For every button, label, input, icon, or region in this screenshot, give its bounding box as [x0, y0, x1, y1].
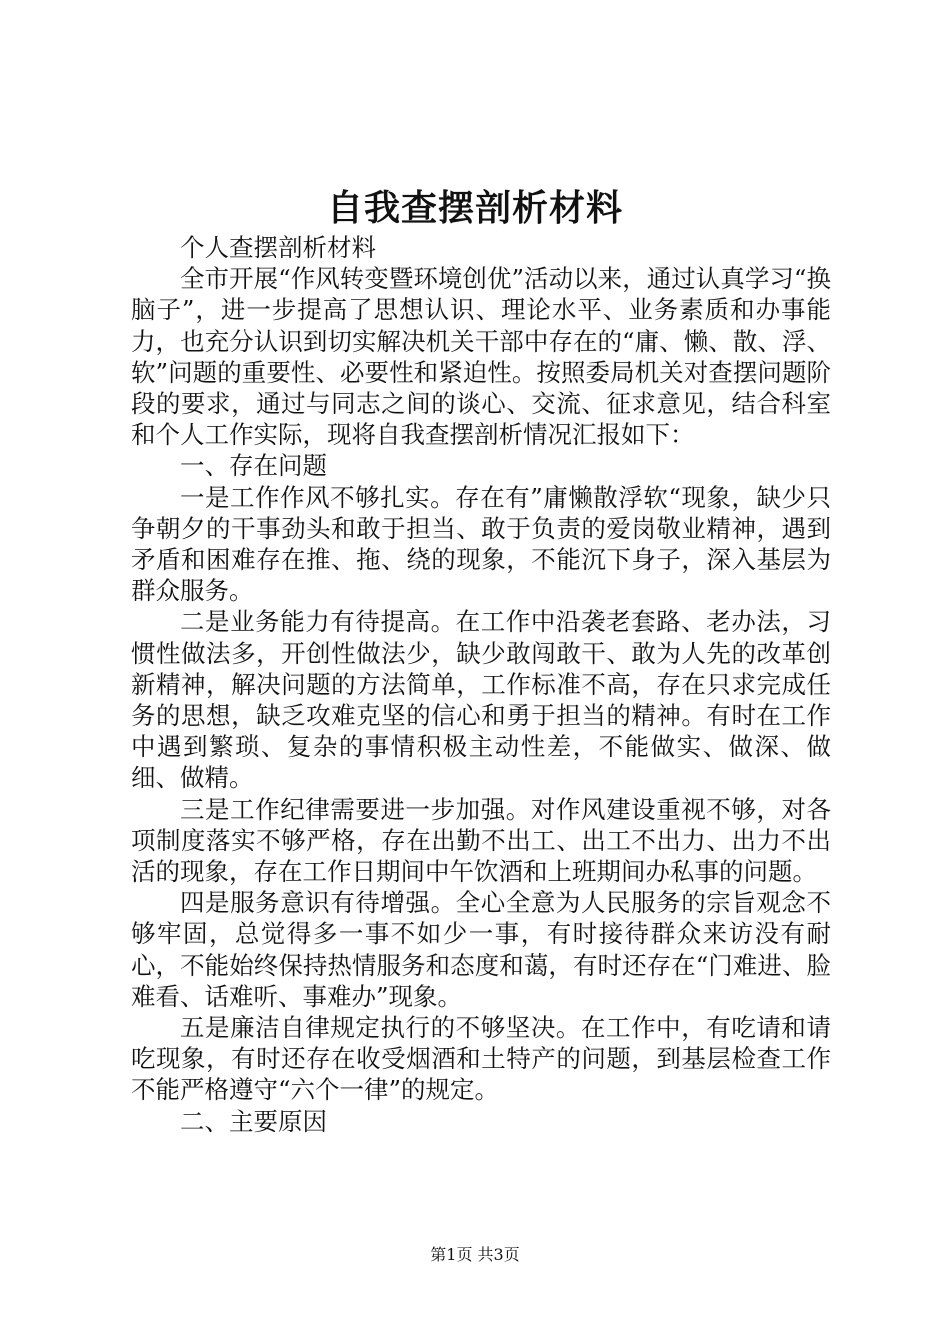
problem-paragraph-3: 三是工作纪律需要进一步加强。对作风建设重视不够，对各项制度落实不够严格，存在出勤不出工、出工不出力、出力不出活的现象，存在工作日期间中午饮酒和上班期间办私事的问题。	[131, 794, 831, 887]
intro-paragraph: 全市开展“作风转变暨环境创优”活动以来，通过认真学习“换脑子”，进一步提高了思想认识、理论水平、业务素质和办事能力，也充分认识到切实解决机关干部中存在的“庸、懒、散、浮、软”问题的重要性、必要性和紧迫性。按照委局机关对查摆问题阶段的要求，通过与同志之间的谈心、交流、征求意见，结合科室和个人工作实际，现将自我查摆剖析情况汇报如下：	[131, 264, 831, 450]
section-heading-problems: 一、存在问题	[180, 451, 327, 481]
page-number-footer: 第1页 共3页	[430, 1245, 520, 1264]
problem-paragraph-4: 四是服务意识有待增强。全心全意为人民服务的宗旨观念不够牢固，总觉得多一事不如少一事，有时接待群众来访没有耐心，不能始终保持热情服务和态度和蔼，有时还存在“门难进、脸难看、话难听、事难办”现象。	[131, 888, 831, 1011]
problem-paragraph-2: 二是业务能力有待提高。在工作中沿袭老套路、老办法，习惯性做法多，开创性做法少，缺少敢闯敢干、敢为人先的改革创新精神，解决问题的方法简单，工作标准不高，存在只求完成任务的思想，缺乏攻难克坚的信心和勇于担当的精神。有时在工作中遇到繁琐、复杂的事情积极主动性差，不能做实、做深、做细、做精。	[131, 607, 831, 793]
section-heading-causes: 二、主要原因	[180, 1106, 327, 1136]
document-title: 自我查摆剖析材料	[326, 187, 623, 229]
subtitle-paragraph: 个人查摆剖析材料	[180, 233, 376, 262]
problem-paragraph-1: 一是工作作风不够扎实。存在有”庸懒散浮软“现象，缺少只争朝夕的干事劲头和敢于担当、敢于负责的爱岗敬业精神，遇到矛盾和困难存在推、拖、绕的现象，不能沉下身子，深入基层为群众服务。	[131, 482, 831, 606]
problem-paragraph-5: 五是廉洁自律规定执行的不够坚决。在工作中，有吃请和请吃现象，有时还存在收受烟酒和土特产的问题，到基层检查工作不能严格遵守“六个一律”的规定。	[131, 1013, 831, 1105]
document-body	[131, 232, 831, 1137]
